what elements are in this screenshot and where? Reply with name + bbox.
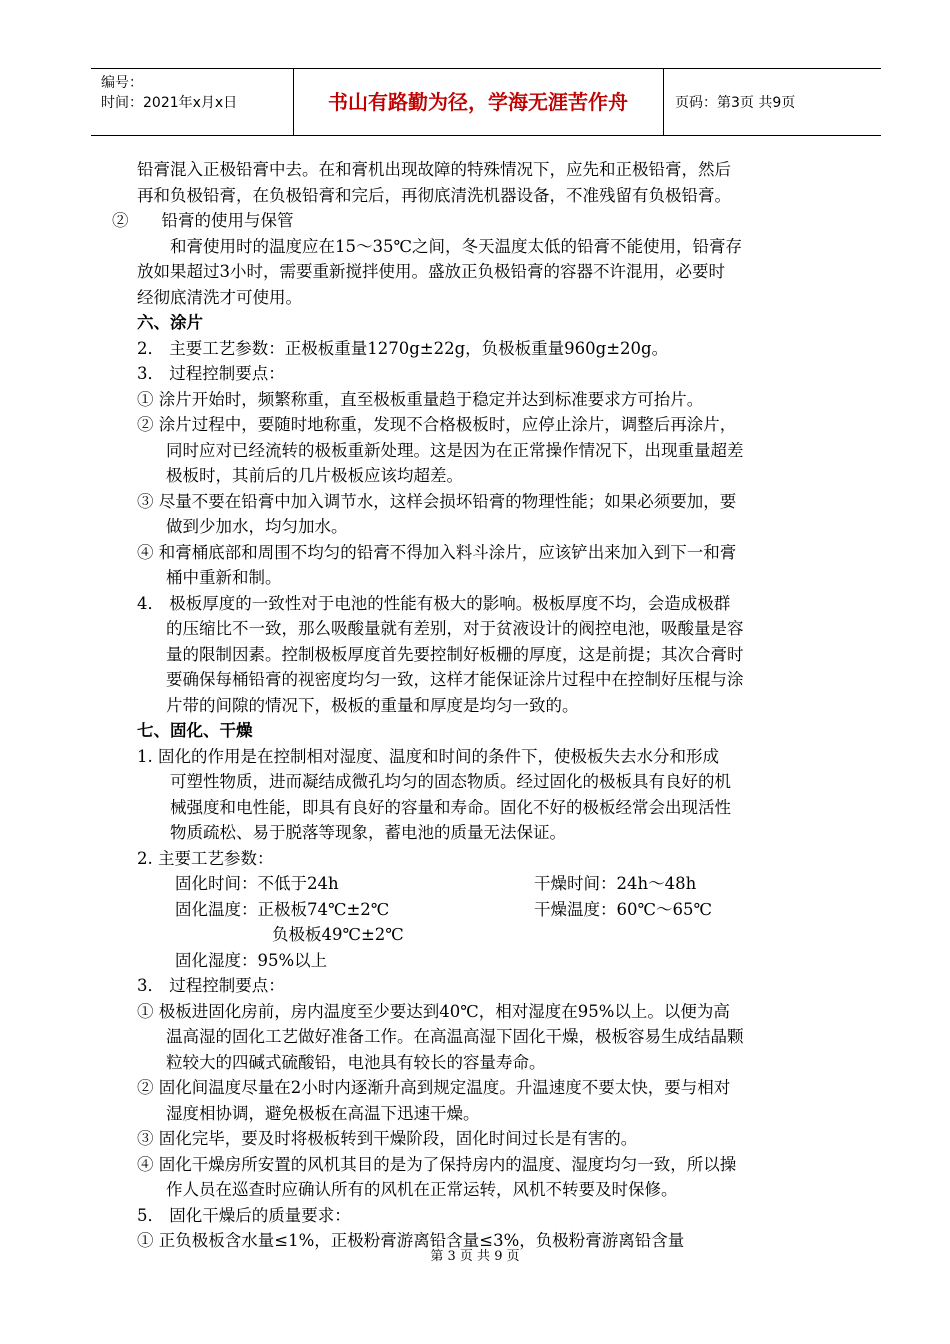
list-item: ③ 固化完毕，要及时将极板转到干燥阶段，固化时间过长是有害的。 (137, 1129, 638, 1148)
text-line: 片带的间隙的情况下，极板的重量和厚度是均匀一致的。 (166, 695, 579, 715)
list-item: ④ 固化干燥房所安置的风机其目的是为了保持房内的温度、湿度均匀一致，所以操 (137, 1154, 737, 1174)
header-meta (101, 73, 291, 113)
list-item: 2． 主要工艺参数：正极板重量1270g±22g，负极板重量960g±20g。 (137, 338, 669, 358)
header-divider-right (663, 69, 664, 135)
document-body (112, 157, 842, 1254)
list-item: 2. 主要工艺参数： (137, 848, 274, 868)
list-item: ① 涂片开始时，频繁称重，直至极板重量趋于稳定并达到标准要求方可抬片。 (137, 389, 704, 409)
text-line: 同时应对已经流转的极板重新处理。这是因为在正常操作情况下，出现重量超差 (166, 440, 744, 460)
list-item: ③ 尽量不要在铅膏中加入调节水，这样会损坏铅膏的物理性能；如果必须要加，要 (137, 491, 737, 511)
text-line: 械强度和电性能，即具有良好的容量和寿命。固化不好的极板经常会出现活性 (170, 797, 731, 817)
text-line: 粒较大的四碱式硫酸铅，电池具有较长的容量寿命。 (166, 1052, 546, 1072)
list-item: 1. 固化的作用是在控制相对湿度、温度和时间的条件下，使极板失去水分和形成 (137, 746, 719, 766)
list-item: ④ 和膏桶底部和周围不均匀的铅膏不得加入料斗涂片，应该铲出来加入到下一和膏 (137, 542, 737, 562)
text-line: 的压缩比不一致，那么吸酸量就有差别，对于贫液设计的阀控电池，吸酸量是容 (166, 619, 744, 638)
text-line: 再和负极铅膏，在负极铅膏和完后，再彻底清洗机器设备，不准残留有负极铅膏。 (137, 185, 731, 205)
section-heading: 六、涂片 (137, 313, 203, 332)
text-line: 铅膏混入正极铅膏中去。在和膏机出现故障的特殊情况下，应先和正极铅膏，然后 (137, 160, 731, 179)
list-item: 5． 固化干燥后的质量要求： (137, 1205, 351, 1225)
header-motto: 书山有路勤为径，学海无涯苦作舟 (328, 90, 628, 114)
param-cure-humidity: 固化湿度：95%以上 (175, 950, 328, 970)
text-line: 放如果超过3小时，需要重新搅拌使用。盛放正负极铅膏的容器不许混用，必要时 (137, 262, 725, 281)
text-line: 物质疏松、易于脱落等现象，蓄电池的质量无法保证。 (170, 823, 566, 842)
text-line: 桶中重新和制。 (166, 568, 282, 587)
param-cure-temp: 固化温度：正极板74℃±2℃ (175, 899, 390, 919)
param-row (112, 871, 842, 897)
text-line: 要确保每桶铅膏的视密度均匀一致，这样才能保证涂片过程中在控制好压棍与涂 (166, 670, 744, 689)
text-line: 湿度相协调，避免极板在高温下迅速干燥。 (166, 1103, 480, 1123)
list-item: ① 正负极板含水量≤1%，正极粉膏游离铅含量≤3%，负极粉膏游离铅含量 (137, 1231, 685, 1250)
list-item: ① 极板进固化房前，房内温度至少要达到40℃，相对湿度在95%以上。以便为高 (137, 1001, 730, 1021)
param-dry-time: 干燥时间：24h～48h (534, 874, 697, 893)
text-line: 温高湿的固化工艺做好准备工作。在高温高湿下固化干燥，极板容易生成结晶颗 (166, 1027, 744, 1046)
list-item: 3． 过程控制要点： (137, 976, 285, 995)
text-line: 和膏使用时的温度应在15～35℃之间，冬天温度太低的铅膏不能使用，铅膏存 (170, 236, 742, 256)
param-neg-temp: 负极板49℃±2℃ (272, 925, 404, 944)
header-time: 时间：2021年x月x日 (101, 95, 238, 111)
list-item: ② 涂片过程中，要随时地称重，发现不合格极板时，应停止涂片，调整后再涂片， (137, 415, 737, 434)
header-page-number: 页码：第3页 共9页 (675, 95, 796, 111)
page-footer: 第 3 页 共 9 页 (430, 1249, 520, 1264)
text-line: 量的限制因素。控制极板厚度首先要控制好板栅的厚度，这是前提；其次合膏时 (166, 644, 744, 664)
header-number: 编号： (101, 75, 143, 91)
param-cure-time: 固化时间：不低于24h (175, 874, 339, 893)
param-row (112, 897, 842, 923)
text-line: 作人员在巡查时应确认所有的风机在正常运转，风机不转要及时保修。 (166, 1180, 678, 1199)
param-dry-temp: 干燥温度：60℃～65℃ (534, 899, 712, 919)
section-heading: 七、固化、干燥 (137, 721, 253, 740)
page-header (91, 68, 881, 136)
text-line: 极板时，其前后的几片极板应该均超差。 (166, 466, 463, 485)
text-line: 做到少加水，均匀加水。 (166, 517, 348, 536)
list-item: 4． 极板厚度的一致性对于电池的性能有极大的影响。极板厚度不均，会造成极群 (137, 593, 731, 613)
text-line: 经彻底清洗才可使用。 (137, 287, 302, 307)
list-item: ② 固化间温度尽量在2小时内逐渐升高到规定温度。升温速度不要太快，要与相对 (137, 1078, 731, 1097)
list-item: 3． 过程控制要点： (137, 364, 285, 383)
text-line: 可塑性物质，进而凝结成微孔均匀的固态物质。经过固化的极板具有良好的机 (170, 772, 731, 791)
subsection-heading: ② 铅膏的使用与保管 (112, 211, 294, 230)
